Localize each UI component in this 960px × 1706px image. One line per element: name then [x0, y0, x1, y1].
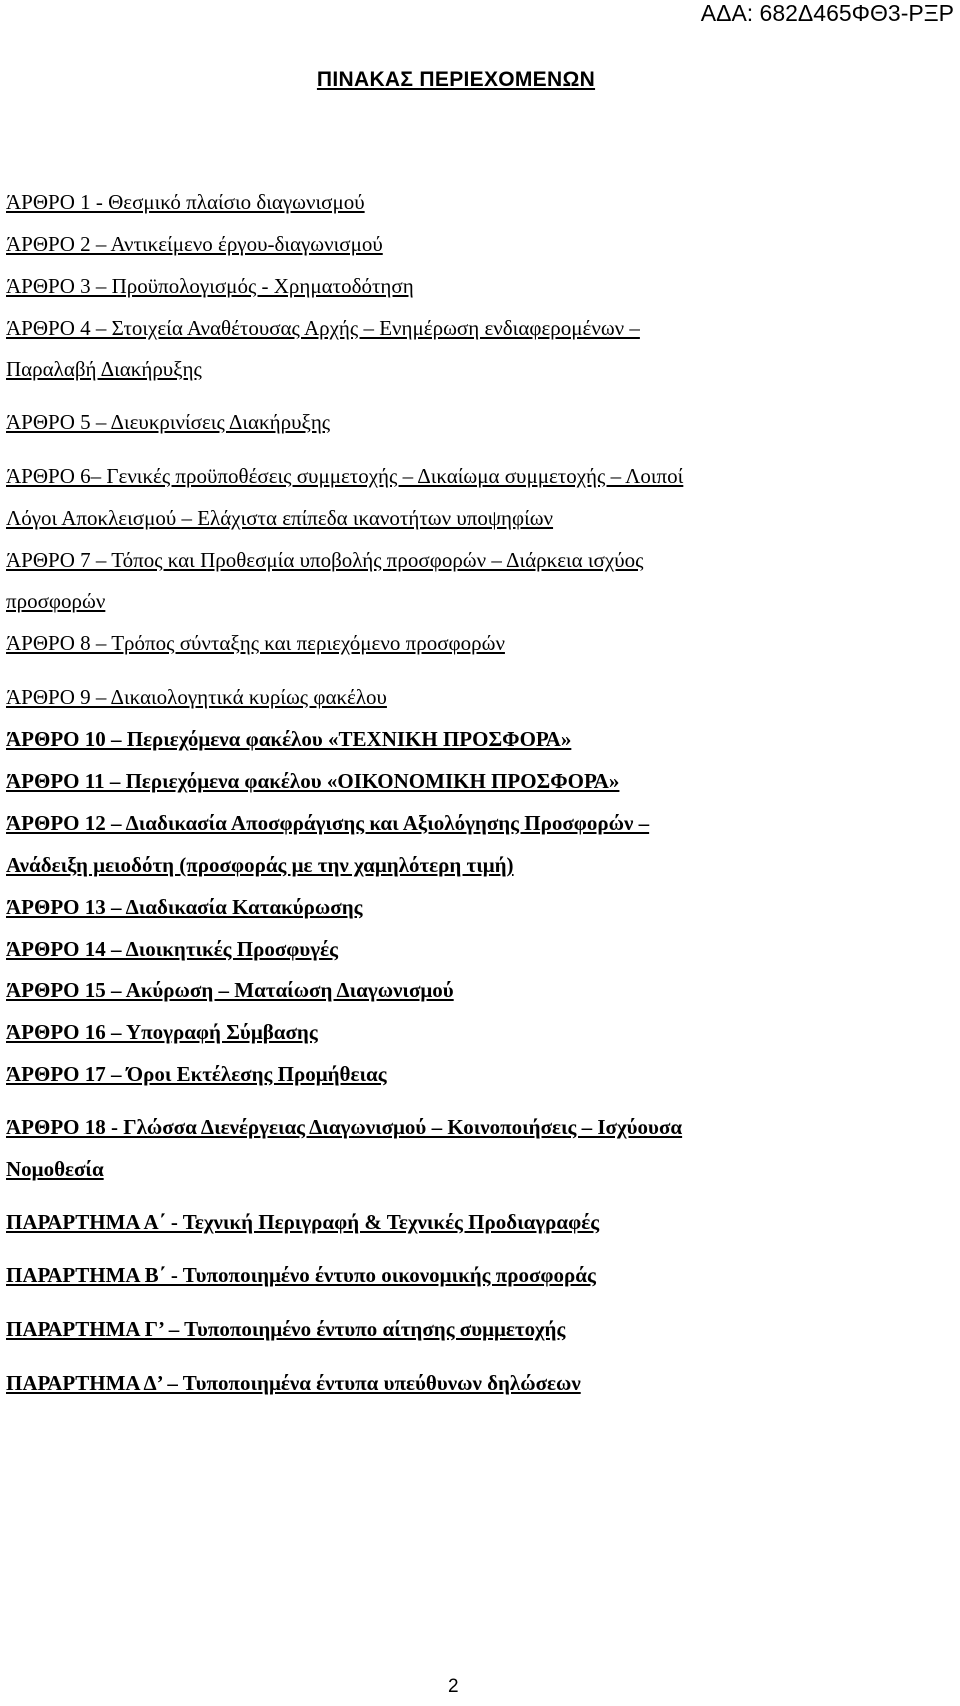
toc-entry-annex-c[interactable]: ΠΑΡΑΡΤΗΜΑ Γ’ – Τυποποιημένο έντυπο αίτησης συμμετοχής: [6, 1317, 566, 1341]
toc-entry-article-12[interactable]: ΆΡΘΡΟ 12 – Διαδικασία Αποσφράγισης και Αξιολόγησης Προσφορών –: [6, 811, 650, 835]
page-number: 2: [448, 1676, 459, 1697]
toc-entry-article-13[interactable]: ΆΡΘΡΟ 13 – Διαδικασία Κατακύρωσης: [6, 895, 363, 919]
toc-entry-article-12-cont[interactable]: Ανάδειξη μειοδότη (προσφοράς με την χαμηλότερη τιμή): [6, 853, 514, 877]
toc-entry-annex-d[interactable]: ΠΑΡΑΡΤΗΜΑ Δ’ – Τυποποιημένα έντυπα υπεύθυνων δηλώσεων: [6, 1371, 581, 1395]
toc-entry-article-4-cont[interactable]: Παραλαβή Διακήρυξης: [6, 357, 202, 381]
toc-entry-article-14[interactable]: ΆΡΘΡΟ 14 – Διοικητικές Προσφυγές: [6, 937, 338, 961]
toc-entry-article-4[interactable]: ΆΡΘΡΟ 4 – Στοιχεία Αναθέτουσας Αρχής – Ενημέρωση ενδιαφερομένων –: [6, 316, 640, 340]
toc-entry-article-3[interactable]: ΆΡΘΡΟ 3 – Προϋπολογισμός - Χρηματοδότηση: [6, 274, 414, 298]
toc-entry-article-9[interactable]: ΆΡΘΡΟ 9 – Δικαιολογητικά κυρίως φακέλου: [6, 685, 387, 709]
toc-entry-article-7[interactable]: ΆΡΘΡΟ 7 – Τόπος και Προθεσμία υποβολής προσφορών – Διάρκεια ισχύος: [6, 548, 644, 572]
toc-entry-article-15[interactable]: ΆΡΘΡΟ 15 – Ακύρωση – Ματαίωση Διαγωνισμού: [6, 978, 454, 1002]
ada-code: ΑΔΑ: 682Δ465ΦΘ3-ΡΞΡ: [700, 0, 954, 26]
toc-entry-annex-a[interactable]: ΠΑΡΑΡΤΗΜΑ Α΄ - Τεχνική Περιγραφή & Τεχνικές Προδιαγραφές: [6, 1210, 600, 1234]
toc-entry-article-17[interactable]: ΆΡΘΡΟ 17 – Όροι Εκτέλεσης Προμήθειας: [6, 1062, 387, 1086]
toc-entry-article-8[interactable]: ΆΡΘΡΟ 8 – Τρόπος σύνταξης και περιεχόμενο προσφορών: [6, 631, 505, 655]
toc-entry-article-6-cont[interactable]: Λόγοι Αποκλεισμού – Ελάχιστα επίπεδα ικανοτήτων υποψηφίων: [6, 506, 554, 530]
toc-entry-article-18-cont[interactable]: Νομοθεσία: [6, 1157, 104, 1181]
toc-entry-article-7-cont[interactable]: προσφορών: [6, 589, 106, 613]
toc-entry-article-2[interactable]: ΆΡΘΡΟ 2 – Αντικείμενο έργου-διαγωνισμού: [6, 232, 383, 256]
toc-entry-article-11[interactable]: ΆΡΘΡΟ 11 – Περιεχόμενα φακέλου «ΟΙΚΟΝΟΜΙΚΗ ΠΡΟΣΦΟΡΑ»: [6, 769, 620, 793]
toc-entry-article-10[interactable]: ΆΡΘΡΟ 10 – Περιεχόμενα φακέλου «ΤΕΧΝΙΚΗ ΠΡΟΣΦΟΡΑ»: [6, 727, 572, 751]
toc-entry-article-1[interactable]: ΆΡΘΡΟ 1 - Θεσμικό πλαίσιο διαγωνισμού: [6, 190, 365, 214]
toc-entry-article-18[interactable]: ΆΡΘΡΟ 18 - Γλώσσα Διενέργειας Διαγωνισμού – Κοινοποιήσεις – Ισχύουσα: [6, 1115, 683, 1139]
toc-entry-annex-b[interactable]: ΠΑΡΑΡΤΗΜΑ Β΄ - Τυποποιημένο έντυπο οικονομικής προσφοράς: [6, 1263, 596, 1287]
page-title: ΠΙΝΑΚΑΣ ΠΕΡΙΕΧΟΜΕΝΩΝ: [316, 68, 596, 91]
toc-entry-article-6[interactable]: ΆΡΘΡΟ 6– Γενικές προϋποθέσεις συμμετοχής – Δικαίωμα συμμετοχής – Λοιποί: [6, 464, 684, 488]
toc-entry-article-16[interactable]: ΆΡΘΡΟ 16 – Υπογραφή Σύμβασης: [6, 1020, 318, 1044]
toc-entry-article-5[interactable]: ΆΡΘΡΟ 5 – Διευκρινίσεις Διακήρυξης: [6, 410, 331, 434]
